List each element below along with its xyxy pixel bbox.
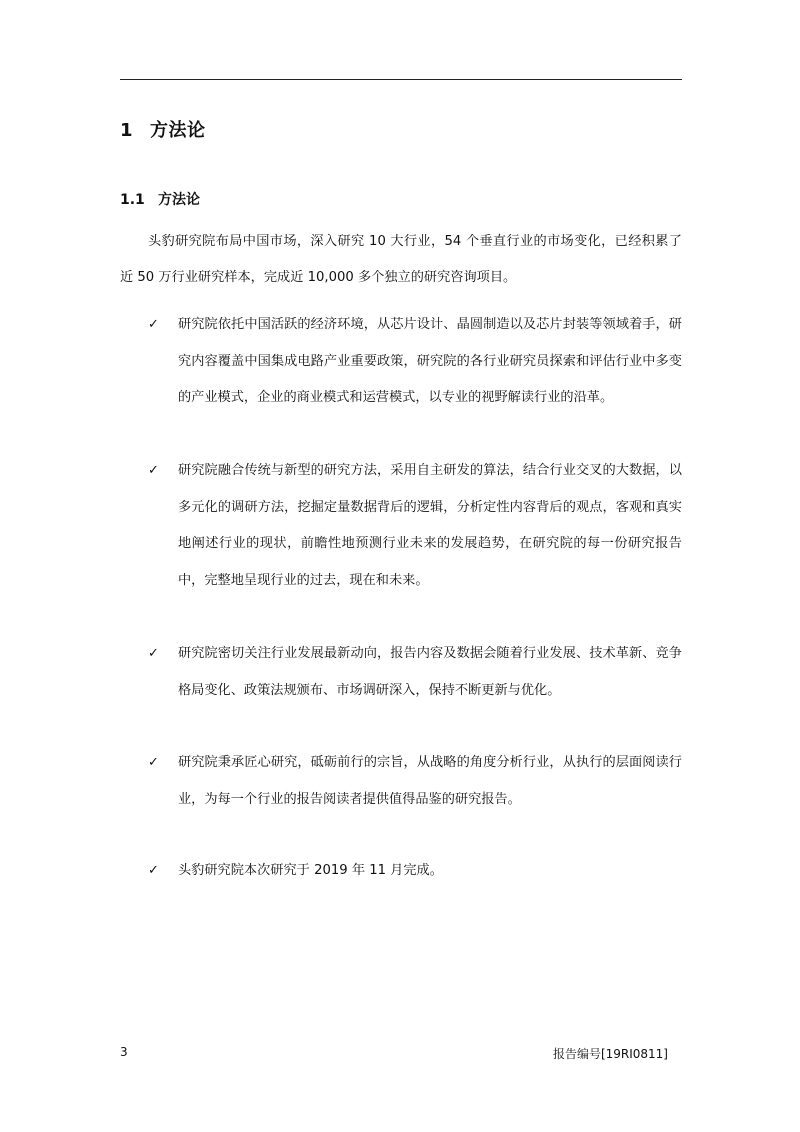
bullet-item xyxy=(148,745,682,818)
checkmark-icon: ✓ xyxy=(148,863,159,878)
subsection-heading xyxy=(120,189,200,209)
subsection-title: 方法论 xyxy=(158,192,200,208)
checkmark-icon: ✓ xyxy=(148,463,159,478)
intro-paragraph: 头豹研究院布局中国市场，深入研究 10 大行业，54 个垂直行业的市场变化，已经积累了近 50 万行业研究样本，完成近 10,000 多个独立的研究咨询项目。 xyxy=(120,234,682,285)
bullet-text: 研究院依托中国活跃的经济环境，从芯片设计、晶圆制造以及芯片封装等领域着手，研究内容覆盖中国集成电路产业重要政策，研究院的各行业研究员探索和评估行业中多变的产业模式，企业的商业模式和运营模式，以专业的视野解读行业的沿革。 xyxy=(178,317,682,405)
header-rule xyxy=(120,79,682,80)
page-number: 3 xyxy=(120,1045,128,1059)
subsection-number: 1.1 xyxy=(120,192,145,208)
bullet-text: 头豹研究院本次研究于 2019 年 11 月完成。 xyxy=(178,863,443,878)
checkmark-icon: ✓ xyxy=(148,317,159,332)
bullet-item xyxy=(148,853,682,890)
bullet-item xyxy=(148,636,682,709)
checkmark-icon: ✓ xyxy=(148,755,159,770)
bullet-text: 研究院秉承匠心研究，砥砺前行的宗旨，从战略的角度分析行业，从执行的层面阅读行业，为每一个行业的报告阅读者提供值得品鉴的研究报告。 xyxy=(178,755,682,807)
bullet-text: 研究院密切关注行业发展最新动向，报告内容及数据会随着行业发展、技术革新、竞争格局变化、政策法规颁布、市场调研深入，保持不断更新与优化。 xyxy=(178,646,682,698)
section-heading xyxy=(120,116,206,142)
bullet-text: 研究院融合传统与新型的研究方法，采用自主研发的算法，结合行业交叉的大数据，以多元化的调研方法，挖掘定量数据背后的逻辑，分析定性内容背后的观点，客观和真实地阐述行业的现状，前瞻性地预测行业未来的发展趋势，在研究院的每一份研究报告中，完整地呈现行业的过去，现在和未来。 xyxy=(178,463,682,588)
section-number: 1 xyxy=(120,120,134,141)
bullet-item xyxy=(148,453,682,599)
report-code: 报告编号[19RI0811] xyxy=(552,1047,668,1061)
checkmark-icon: ✓ xyxy=(148,646,159,661)
bullet-item xyxy=(148,307,682,417)
section-title: 方法论 xyxy=(150,120,206,141)
